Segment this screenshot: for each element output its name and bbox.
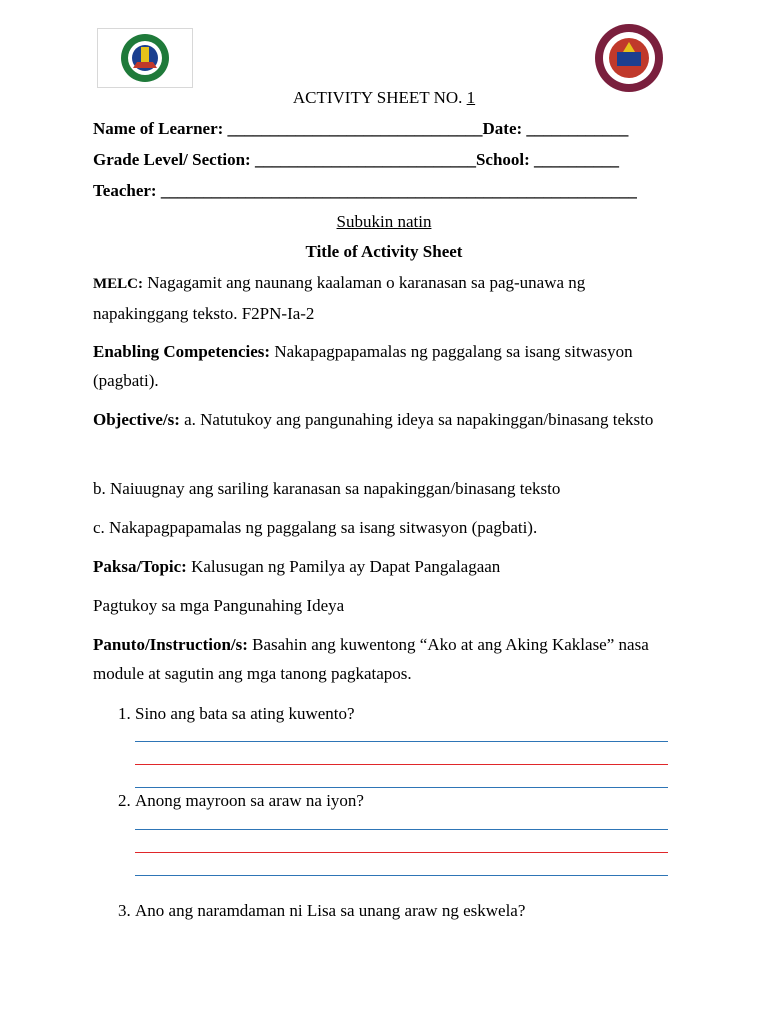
question-number: 3. xyxy=(118,901,131,920)
instruction-paragraph xyxy=(93,630,683,688)
learner-date-field: Name of Learner: ______________________________Date: ____________ xyxy=(93,119,629,138)
instruction-label: Panuto/Instruction/s: xyxy=(93,635,248,654)
melc-label: MELC: xyxy=(93,276,143,292)
topic-sub-text: Pagtukoy sa mga Pangunahing Ideya xyxy=(93,596,345,615)
activity-sheet-title xyxy=(0,86,768,110)
teacher-field: Teacher: ________________________________________________________ xyxy=(93,181,637,200)
question-item xyxy=(118,789,364,813)
answer-line[interactable] xyxy=(135,852,668,853)
question-item xyxy=(118,702,355,726)
school-seal-icon xyxy=(590,22,668,94)
topic-text: Kalusugan ng Pamilya ay Dapat Pangalagaan xyxy=(186,557,501,576)
division-seal-icon xyxy=(103,32,187,84)
answer-line[interactable] xyxy=(135,875,668,876)
instruction-text: Basahin ang kuwentong “Ako at ang Aking Kaklase” nasa module at sagutin ang mga tanong pagkatapos. xyxy=(93,635,649,683)
question-text: Ano ang naramdaman ni Lisa sa unang araw ng eskwela? xyxy=(135,901,526,920)
question-item xyxy=(118,899,525,923)
melc-paragraph xyxy=(93,268,683,328)
answer-line[interactable] xyxy=(135,787,668,788)
objective-c-text: c. Nakapagpapamalas ng paggalang sa isang sitwasyon (pagbati). xyxy=(93,518,538,537)
melc-text: Nagagamit ang naunang kaalaman o karanasan sa pag-unawa ng napakinggang teksto. F2PN-Ia-2 xyxy=(93,273,586,323)
sheet-title: Title of Activity Sheet xyxy=(305,242,463,261)
question-text: Sino ang bata sa ating kuwento? xyxy=(135,704,355,723)
enabling-text: Nakapagpapamalas ng paggalang sa isang sitwasyon (pagbati). xyxy=(93,342,633,390)
grade-school-field: Grade Level/ Section: __________________________School: __________ xyxy=(93,150,620,169)
objective-a-paragraph xyxy=(93,405,683,434)
objective-b-text: b. Naiuugnay ang sariling karanasan sa napakinggan/binasang teksto xyxy=(93,479,561,498)
question-number: 2. xyxy=(118,791,131,810)
subheading: Subukin natin xyxy=(336,212,432,231)
answer-line[interactable] xyxy=(135,741,668,742)
answer-line[interactable] xyxy=(135,764,668,765)
title-number: 1 xyxy=(466,88,476,107)
enabling-label: Enabling Competencies: xyxy=(93,342,271,361)
topic-label: Paksa/Topic: xyxy=(93,557,187,576)
topic-paragraph xyxy=(93,552,683,581)
title-prefix: ACTIVITY SHEET NO. xyxy=(292,88,467,107)
objectives-label: Objective/s: xyxy=(93,410,180,429)
division-logo xyxy=(97,28,193,88)
answer-line[interactable] xyxy=(135,829,668,830)
school-logo xyxy=(590,22,668,94)
question-number: 1. xyxy=(118,704,131,723)
question-text: Anong mayroon sa araw na iyon? xyxy=(135,791,364,810)
enabling-paragraph xyxy=(93,337,683,395)
objective-a-text: a. Natutukoy ang pangunahing ideya sa napakinggan/binasang teksto xyxy=(179,410,654,429)
